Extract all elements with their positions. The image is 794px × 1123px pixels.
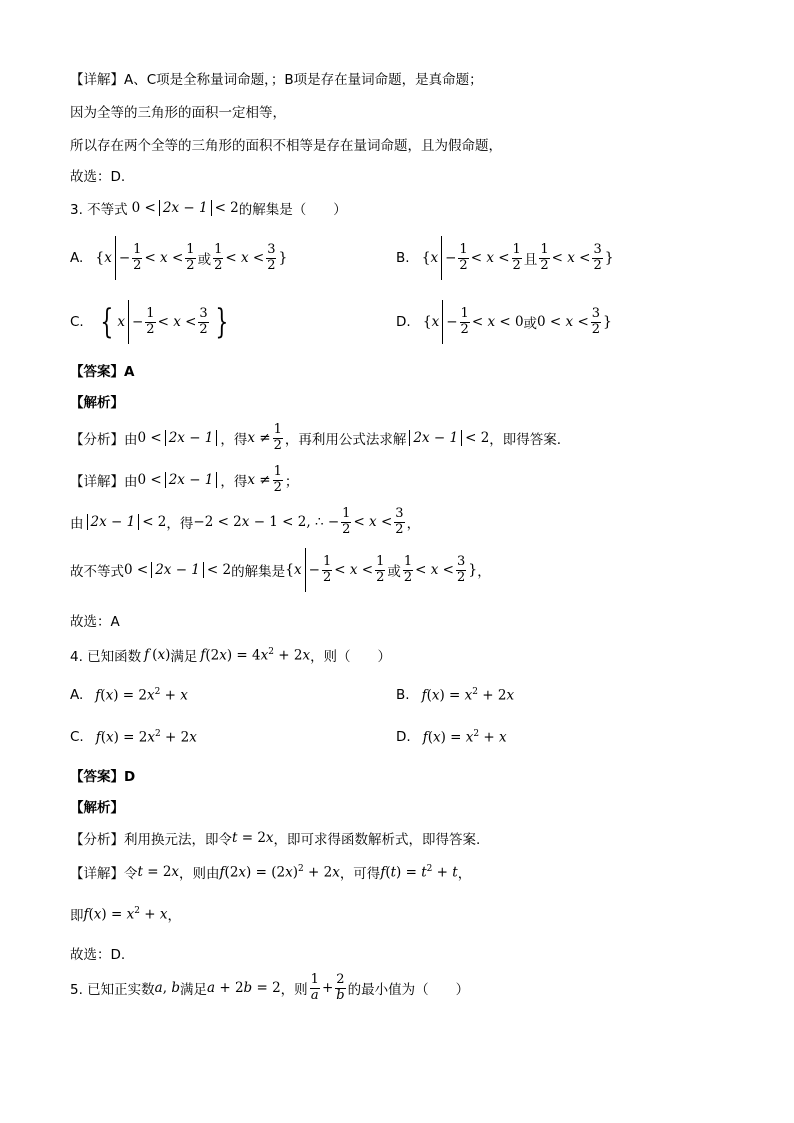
- option-4b: B. $f(x) = x^2 + 2x$: [396, 687, 515, 704]
- detail-4-line-1: 【详解】令 t = 2x ，则由 $f(2x) = (2x)^2 + 2x$ ，可得 $f(t) = t^2 + t$ ，: [70, 863, 472, 882]
- analysis-4: 【分析】利用换元法，即令 t = 2x ，即可求得函数解析式，即得答案.: [70, 830, 481, 848]
- detail-3-line-3: 故不等式 0 < 2x − 1 < 2 的解集是 { x − $\frac{1}{2}$ < x < $\frac{1}{2}$ 或 $\frac{1}{2}$ < x < $\frac{3}{2}$ } ，: [70, 548, 491, 592]
- detail-line-3: 所以存在两个全等的三角形的面积不相等是存在量词命题，且为假命题，: [70, 138, 502, 154]
- analysis-heading-4: 【解析】: [70, 800, 124, 816]
- option-c: C. { x − $\frac{1}{2}$ < x < $\frac{3}{2}$ }: [70, 302, 229, 342]
- choice-a-line: 故选：A: [70, 614, 120, 630]
- analysis-heading-3: 【解析】: [70, 395, 124, 411]
- question-4: 4. 已知函数 f ( x ) 满足 f $(2x) = 4x^2 + 2x$ ，则（ ）: [70, 646, 392, 665]
- option-a: A. { x − $\frac{1}{2}$ < x < $\frac{1}{2}$ 或 $\frac{1}{2}$ < x < $\frac{3}{2}$ }: [70, 236, 287, 280]
- detail-line-1: 【详解】A、C项是全称量词命题，；B项是存在量词命题，是真命题；: [70, 72, 483, 88]
- detail-4-line-2: 即 $f(x) = x^2 + x$ ，: [70, 905, 181, 924]
- question-5: 5. 已知正实数 a, b 满足 a + 2b = 2 ，则 $\frac{1}{a}$ + $\frac{2}{b}$ 的最小值为（ ）: [70, 972, 470, 1003]
- option-4c: C. $f(x) = 2x^2 + 2x$: [70, 729, 197, 746]
- option-4a: A. $f(x) = 2x^2 + x$: [70, 687, 188, 704]
- detail-3-line-2: 由 2x − 1 < 2 ，得 −2 < 2x − 1 < 2, ∴ − $\frac{1}{2}$ < x < $\frac{3}{2}$ ，: [70, 506, 421, 537]
- option-d: D. { x − $\frac{1}{2}$ < x < 0 或 0 < x < $\frac{3}{2}$ }: [396, 300, 612, 344]
- answer-4: 【答案】D: [70, 769, 136, 785]
- option-4d: D. $f(x) = x^2 + x$: [396, 729, 507, 746]
- question-3: 3. 不等式 0 < 2x − 1 < 2 的解集是（ ）: [70, 199, 347, 218]
- detail-line-2: 因为全等的三角形的面积一定相等，: [70, 105, 286, 121]
- choice-d-line: 故选：D.: [70, 169, 126, 185]
- detail-3-line-1: 【详解】由 0 < 2x − 1 ，得 x ≠ $\frac{1}{2}$ ；: [70, 464, 299, 495]
- analysis-3: 【分析】由 0 < 2x − 1 ，得 x ≠ $\frac{1}{2}$ ，再利用公式法求解 2x − 1 < 2 ，即得答案.: [70, 422, 562, 453]
- option-b: B. { x − $\frac{1}{2}$ < x < $\frac{1}{2}$ 且 $\frac{1}{2}$ < x < $\frac{3}{2}$ }: [396, 236, 614, 280]
- choice-d-line-2: 故选：D.: [70, 947, 126, 963]
- answer-3: 【答案】A: [70, 364, 135, 380]
